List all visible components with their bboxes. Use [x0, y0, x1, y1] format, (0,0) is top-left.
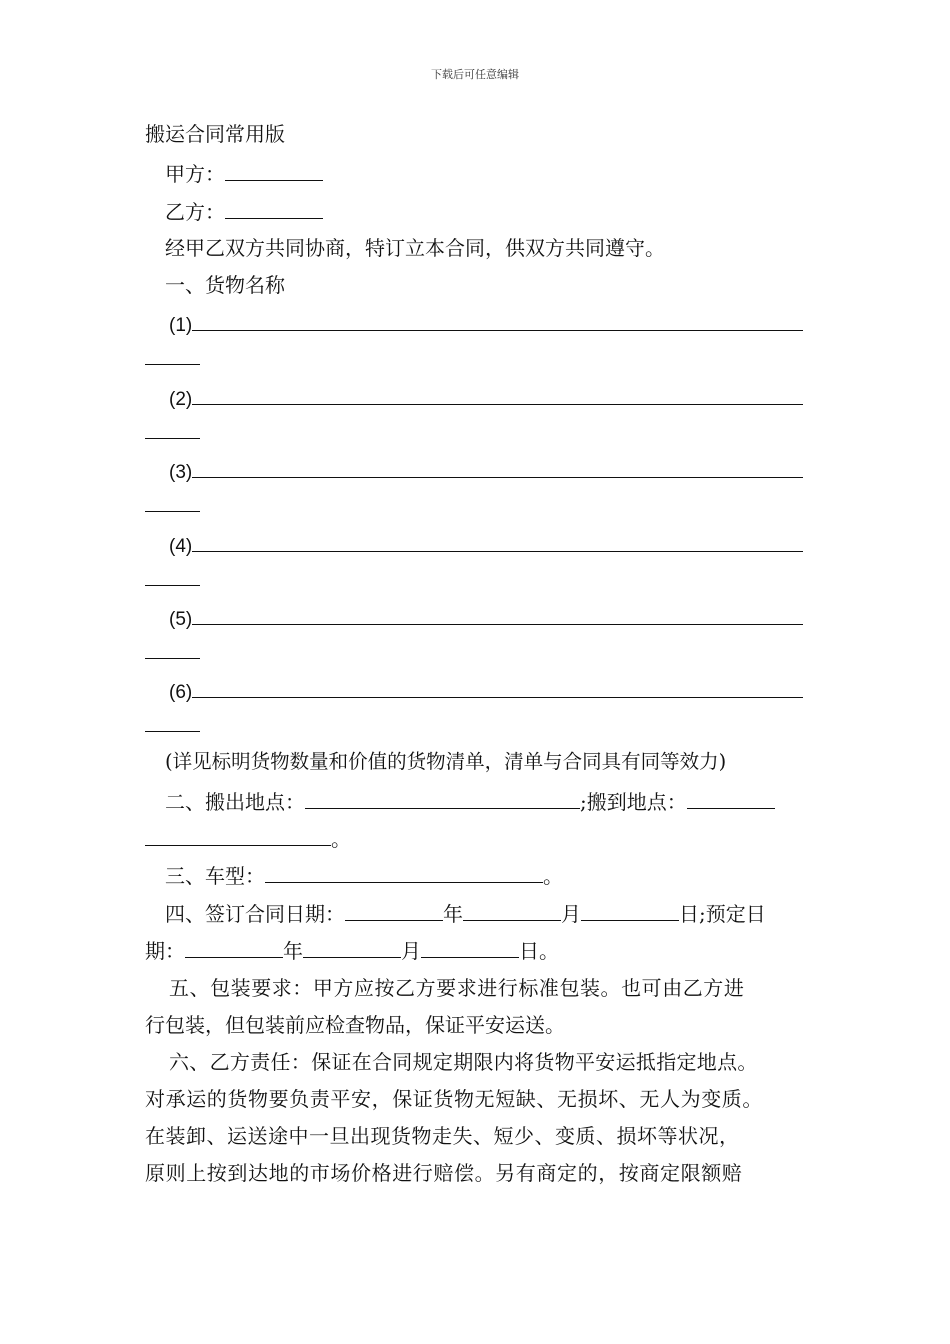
section4-line	[165, 898, 766, 928]
item-number: (5)	[169, 609, 193, 630]
section6-line-4: 原则上按到达地的市场价格进行赔偿。另有商定的，按商定限额赔	[145, 1161, 743, 1185]
item-blank[interactable]	[192, 308, 803, 331]
doc-title: 搬运合同常用版	[145, 122, 285, 146]
item-blank[interactable]	[192, 529, 803, 552]
item-blank[interactable]	[192, 382, 803, 405]
section3-line	[165, 860, 563, 890]
item-blank-cont[interactable]	[145, 342, 200, 365]
scheduled-day-blank[interactable]	[421, 935, 519, 958]
item-continuation-6	[145, 709, 200, 739]
day-label: 日。	[519, 939, 559, 963]
sign-year-blank[interactable]	[345, 898, 443, 921]
party-a-line	[165, 158, 323, 188]
year-label: 年	[443, 902, 463, 926]
period: 。	[331, 827, 351, 851]
item-number: (2)	[169, 389, 193, 410]
item-row-6	[169, 675, 803, 707]
goods-list-note: (详见标明货物数量和价值的货物清单，清单与合同具有同等效力)	[165, 750, 727, 773]
party-b-label: 乙方：	[165, 200, 225, 224]
move-from-blank[interactable]	[305, 786, 580, 809]
section1-heading: 一、货物名称	[165, 273, 285, 297]
scheduled-year-blank[interactable]	[185, 935, 283, 958]
item-row-2	[169, 382, 803, 414]
month-label: 月	[401, 939, 421, 963]
vehicle-type-label: 三、车型：	[165, 864, 265, 888]
section6-line-3: 在装卸、运送途中一旦出现货物走失、短少、变质、损坏等状况，	[145, 1124, 740, 1148]
scheduled-date-label: 日;预定日	[679, 902, 766, 926]
item-blank-cont[interactable]	[145, 563, 200, 586]
item-row-3	[169, 455, 803, 487]
page-header: 下载后可任意编辑	[431, 68, 519, 81]
item-continuation-4	[145, 563, 200, 593]
item-number: (3)	[169, 462, 193, 483]
item-blank-cont[interactable]	[145, 636, 200, 659]
item-continuation-5	[145, 636, 200, 666]
item-continuation-3	[145, 489, 200, 519]
item-row-1	[169, 308, 803, 340]
party-b-blank[interactable]	[225, 196, 323, 219]
section2-line	[165, 786, 775, 816]
party-a-label: 甲方：	[165, 162, 225, 186]
year-label: 年	[283, 939, 303, 963]
party-a-blank[interactable]	[225, 158, 323, 181]
section5-line-2: 行包装，但包装前应检查物品，保证平安运送。	[145, 1013, 565, 1037]
item-blank[interactable]	[192, 675, 803, 698]
item-continuation-2	[145, 416, 200, 446]
intro-text: 经甲乙双方共同协商，特订立本合同，供双方共同遵守。	[165, 236, 665, 260]
item-continuation-1	[145, 342, 200, 372]
item-number: (4)	[169, 536, 193, 557]
item-blank-cont[interactable]	[145, 709, 200, 732]
move-to-blank-cont[interactable]	[145, 823, 331, 846]
move-from-label: 二、搬出地点：	[165, 790, 305, 814]
item-blank-cont[interactable]	[145, 489, 200, 512]
sign-month-blank[interactable]	[463, 898, 561, 921]
item-number: (6)	[169, 682, 193, 703]
sign-day-blank[interactable]	[581, 898, 679, 921]
month-label: 月	[561, 902, 581, 926]
item-blank-cont[interactable]	[145, 416, 200, 439]
vehicle-type-blank[interactable]	[265, 860, 543, 883]
section5-line-1: 五、包装要求：甲方应按乙方要求进行标准包装。也可由乙方进	[169, 976, 745, 1000]
section6-line-2: 对承运的货物要负责平安，保证货物无短缺、无损坏、无人为变质。	[145, 1087, 763, 1111]
item-row-4	[169, 529, 803, 561]
move-to-label: ;搬到地点：	[580, 790, 687, 814]
section6-line-1: 六、乙方责任：保证在合同规定期限内将货物平安运抵指定地点。	[169, 1050, 758, 1074]
section2-continuation	[145, 823, 351, 853]
period: 。	[543, 864, 563, 888]
item-blank[interactable]	[192, 455, 803, 478]
item-number: (1)	[169, 315, 193, 336]
item-row-5	[169, 602, 803, 634]
scheduled-month-blank[interactable]	[303, 935, 401, 958]
sign-date-label: 四、签订合同日期：	[165, 902, 345, 926]
period-label: 期：	[145, 939, 185, 963]
party-b-line	[165, 196, 323, 226]
section4-continuation	[145, 935, 559, 965]
item-blank[interactable]	[192, 602, 803, 625]
move-to-blank[interactable]	[687, 786, 775, 809]
